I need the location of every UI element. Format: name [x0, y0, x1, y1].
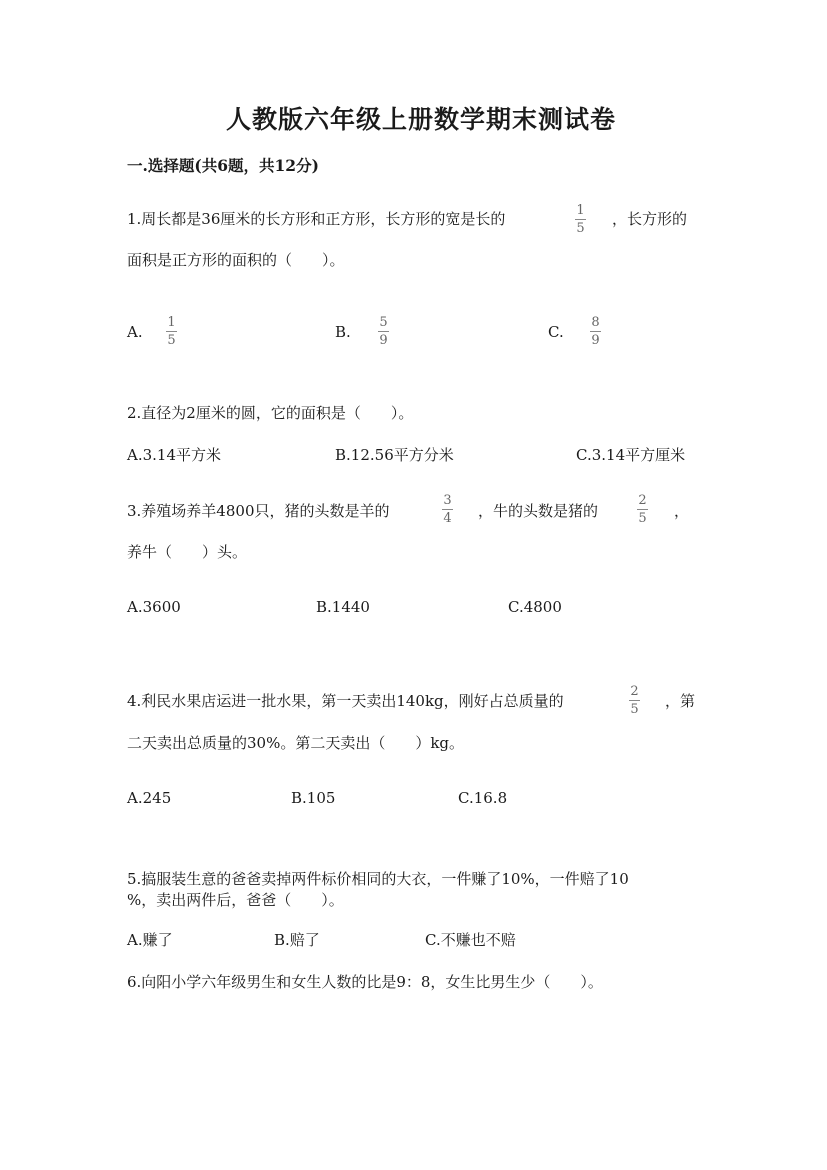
question-3-option-c: C.4800 [508, 598, 562, 616]
fraction-bar [629, 700, 640, 701]
fraction-numerator: 1 [167, 315, 176, 330]
question-2-option-a: A.3.14平方米 [127, 446, 221, 464]
question-3-option-a: A.3600 [127, 598, 181, 616]
fraction-denominator: 5 [167, 333, 176, 348]
fraction-numerator: 5 [379, 315, 388, 330]
question-1-fraction [575, 204, 586, 236]
question-3-fraction-2 [637, 494, 648, 526]
fraction-numerator: 2 [638, 493, 647, 508]
question-5-option-b: B.赔了 [274, 931, 320, 949]
question-3-option-b: B.1440 [316, 598, 370, 616]
fraction-bar [166, 331, 177, 332]
question-5-text-line1: 5.搞服装生意的爸爸卖掉两件标价相同的大衣，一件赚了10%，一件赔了10 [127, 870, 629, 888]
question-6-text: 6.向阳小学六年级男生和女生人数的比是9：8，女生比男生少（ ）。 [127, 973, 603, 991]
question-2-option-c: C.3.14平方厘米 [576, 446, 686, 464]
section-header: 一.选择题(共6题，共12分) [127, 156, 319, 175]
question-5-option-c: C.不赚也不赔 [425, 931, 516, 949]
question-4-option-b: B.105 [291, 789, 336, 807]
fraction-denominator: 5 [638, 511, 647, 526]
question-5-option-a: A.赚了 [127, 931, 173, 949]
fraction-denominator: 5 [630, 702, 639, 717]
fraction-denominator: 4 [443, 511, 452, 526]
fraction-denominator: 5 [576, 221, 585, 236]
question-4-text-end: ，第 [665, 692, 696, 710]
question-4-text-start: 4.利民水果店运进一批水果，第一天卖出140kg，刚好占总质量的 [127, 692, 564, 710]
question-4-option-c: C.16.8 [458, 789, 508, 807]
question-4-option-a: A.245 [127, 789, 172, 807]
question-4-text-line2: 二天卖出总质量的30%。第二天卖出（ ）kg。 [127, 734, 465, 752]
question-1-option-b-label: B. [335, 323, 351, 341]
question-1-option-b-fraction [378, 316, 389, 348]
question-3-fraction-1 [442, 494, 453, 526]
question-1-option-a-fraction [166, 316, 177, 348]
fraction-bar [442, 509, 453, 510]
fraction-denominator: 9 [591, 333, 600, 348]
fraction-numerator: 3 [443, 493, 452, 508]
question-1-text-line2: 面积是正方形的面积的（ ）。 [127, 251, 345, 269]
fraction-numerator: 8 [591, 315, 600, 330]
question-1-option-c-label: C. [548, 323, 564, 341]
fraction-bar [590, 331, 601, 332]
fraction-bar [575, 219, 586, 220]
fraction-bar [378, 331, 389, 332]
question-4-fraction [629, 685, 640, 717]
question-3-text-start: 3.养殖场养羊4800只，猪的头数是羊的 [127, 502, 390, 520]
fraction-numerator: 2 [630, 684, 639, 699]
question-2-option-b: B.12.56平方分米 [335, 446, 454, 464]
question-3-text-end: ， [674, 502, 690, 520]
question-3-text-middle: ，牛的头数是猪的 [478, 502, 599, 520]
question-3-text-line2: 养牛（ ）头。 [127, 543, 248, 561]
question-1-option-c-fraction [590, 316, 601, 348]
question-5-text-line2: %，卖出两件后，爸爸（ ）。 [127, 891, 344, 909]
page-title: 人教版六年级上册数学期末测试卷 [226, 105, 617, 134]
question-1-text-start: 1.周长都是36厘米的长方形和正方形，长方形的宽是长的 [127, 210, 506, 228]
fraction-bar [637, 509, 648, 510]
question-1-option-a-label: A. [127, 323, 143, 341]
question-1-text-end: ，长方形的 [612, 210, 688, 228]
question-2-text: 2.直径为2厘米的圆，它的面积是（ ）。 [127, 404, 414, 422]
fraction-numerator: 1 [576, 203, 585, 218]
fraction-denominator: 9 [379, 333, 388, 348]
